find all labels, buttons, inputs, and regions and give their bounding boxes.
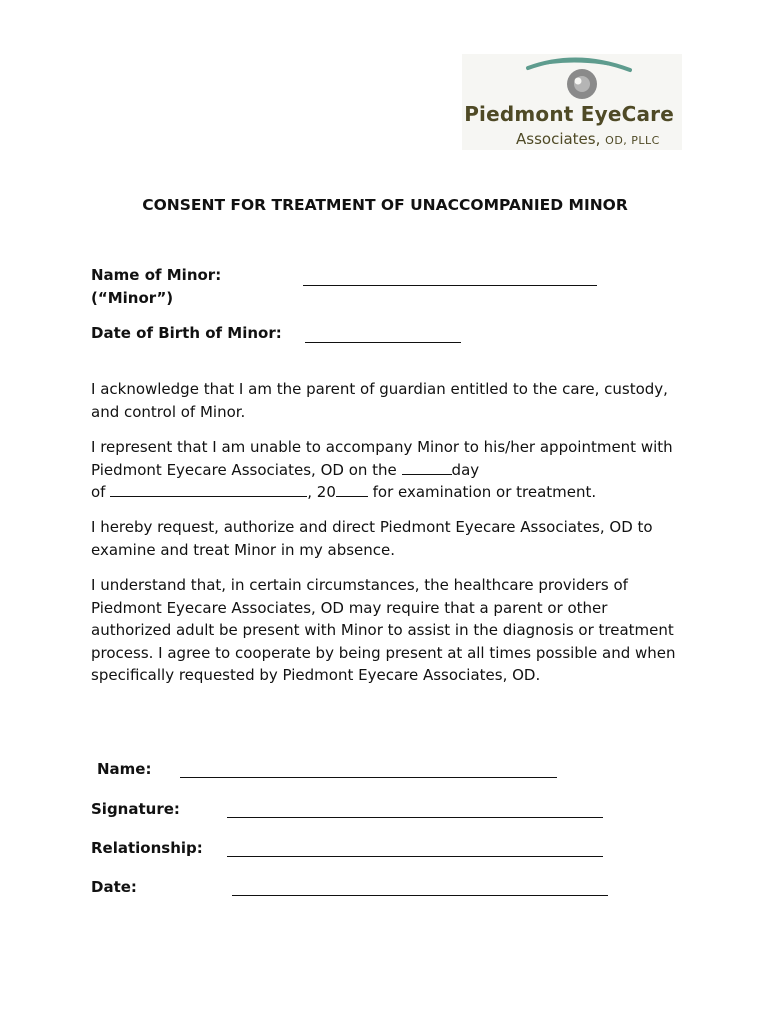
dob-field[interactable] — [305, 342, 461, 343]
date-field[interactable] — [232, 895, 608, 896]
authorization-paragraph: I hereby request, authorize and direct Piedmont Eyecare Associates, OD to examine and treat Minor in my absence. — [91, 518, 653, 559]
day-label: day — [451, 460, 480, 479]
company-logo — [462, 54, 682, 150]
acknowledgement-paragraph: I acknowledge that I am the parent of guardian entitled to the care, custody, and control of Minor. — [91, 380, 668, 421]
name-of-minor-field[interactable] — [303, 285, 597, 286]
logo-company-name: Piedmont EyeCare — [464, 102, 674, 126]
understanding-paragraph: I understand that, in certain circumstances, the healthcare providers of Piedmont Eyecare Associates, OD may require that a parent or other authorized adult be present with Minor to assist in the diagnosis or treatment process. I agree to cooperate by being present at all times possible and when specifically requested by Piedmont Eyecare Associates, OD. — [91, 576, 676, 685]
relationship-field[interactable] — [227, 856, 603, 857]
logo-suffix: OD, PLLC — [605, 134, 660, 147]
appointment-day-field[interactable] — [402, 460, 452, 475]
document-title: CONSENT FOR TREATMENT OF UNACCOMPANIED MINOR — [142, 196, 628, 214]
name-of-minor-label: Name of Minor: — [91, 266, 222, 284]
eye-logo-icon — [522, 54, 632, 104]
dob-label: Date of Birth of Minor: — [91, 324, 282, 342]
representation-paragraph — [91, 436, 691, 504]
logo-subtitle — [516, 130, 660, 148]
logo-associates: Associates, — [516, 130, 601, 148]
signature-label: Signature: — [91, 800, 180, 818]
minor-alias-label: (“Minor”) — [91, 289, 174, 307]
signature-field[interactable] — [227, 817, 603, 818]
representation-text-1: I represent that I am unable to accompany Minor to his/her appointment with Piedmont Eyecare Associates, OD on the — [91, 438, 673, 479]
signer-name-label: Name: — [97, 760, 152, 778]
representation-text-2: for examination or treatment. — [367, 483, 597, 502]
appointment-year-field[interactable] — [336, 482, 368, 497]
signer-name-field[interactable] — [180, 777, 557, 778]
relationship-label: Relationship: — [91, 839, 203, 857]
appointment-month-field[interactable] — [110, 482, 307, 497]
date-label: Date: — [91, 878, 137, 896]
of-label: of — [91, 483, 111, 502]
year-prefix: , 20 — [307, 483, 336, 502]
